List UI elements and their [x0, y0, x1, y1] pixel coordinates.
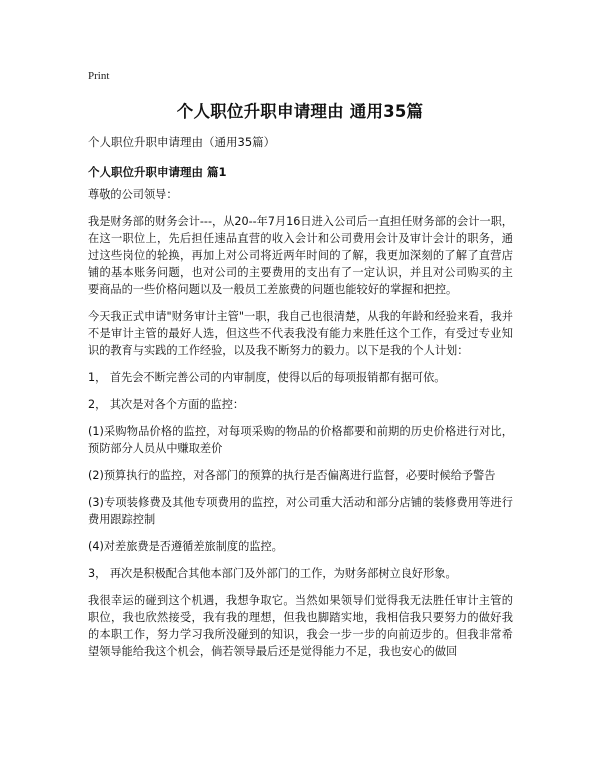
paragraph: 3， 再次是积极配合其他本部门及外部门的工作，为财务部树立良好形象。	[88, 567, 457, 580]
paragraph: 我是财务部的财务会计---，从20--年7月16日进入公司后一直担任财务部的会计一职，在这一职位上，先后担任速品直营的收入会计和公司费用会计及审计会计的职务，通过这些岗位的轮换，再加上对公司将近两年时间的了解，我更加深刻的了解了直营店铺的基本账务问题，也对公司的主要费用的支出有了一定认识，并且对公司购买的主要商品的一些价格问题以及一般员工差旅费的问题也能较好的掌握和把控。	[88, 215, 513, 296]
print-link[interactable]: Print	[88, 70, 110, 82]
paragraph: 2， 其次是对各个方面的监控：	[88, 398, 245, 411]
paragraph: 1， 首先会不断完善公司的内审制度，使得以后的每项报销都有据可依。	[88, 371, 446, 384]
paragraph: (1)采购物品价格的监控，对每项采购的物品的价格都要和前期的历史价格进行对比，预防部分人员从中赚取差价	[88, 425, 513, 455]
paragraph: (3)专项装修费及其他专项费用的监控，对公司重大活动和部分店铺的装修费用等进行费用跟踪控制	[88, 496, 513, 526]
paragraph: 今天我正式申请"财务审计主管"一职，我自己也很清楚，从我的年龄和经验来看，我并不是审计主管的最好人选，但这些不代表我没有能力来胜任这个工作，有受过专业知识的教育与实践的工作经验，以及我不断努力的毅力。以下是我的个人计划：	[88, 310, 513, 357]
document-body	[88, 186, 513, 670]
page-subtitle: 个人职位升职申请理由（通用35篇）	[88, 135, 276, 149]
page-title: 个人职位升职申请理由 通用35篇	[176, 102, 424, 121]
paragraph: (4)对差旅费是否遵循差旅制度的监控。	[88, 540, 283, 553]
paragraph: (2)预算执行的监控，对各部门的预算的执行是否偏离进行监督，必要时候给予警告	[88, 469, 496, 482]
section-heading: 个人职位升职申请理由 篇1	[88, 165, 227, 179]
paragraph: 尊敬的公司领导：	[88, 188, 178, 201]
paragraph: 我很幸运的碰到这个机遇，我想争取它。当然如果领导们觉得我无法胜任审计主管的职位，我也欣然接受，我有我的理想，但我也脚踏实地，我相信我只要努力的做好我的本职工作，努力学习我所没碰到的知识，我会一步一步的向前迈步的。但我非常希望领导能给我这个机会，倘若领导最后还是觉得能力不足，我也安心的做回	[88, 594, 513, 658]
